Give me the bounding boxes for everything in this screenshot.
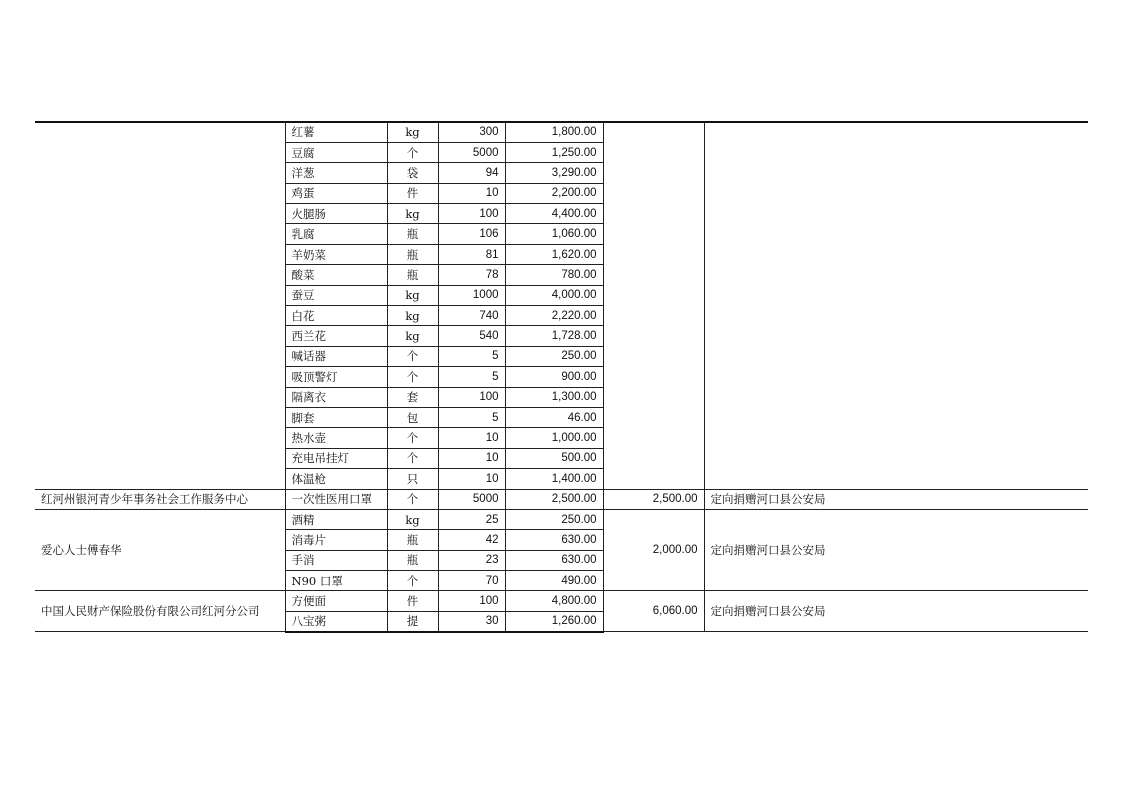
donor-cell: 红河州银河青少年事务社会工作服务中心 — [35, 489, 285, 509]
unit-cell: 个 — [387, 428, 438, 448]
quantity-cell: 10 — [438, 448, 505, 468]
item-name-cell: 洋葱 — [285, 163, 387, 183]
unit-cell: 件 — [387, 183, 438, 203]
quantity-cell: 78 — [438, 265, 505, 285]
quantity-cell: 5 — [438, 407, 505, 427]
quantity-cell: 81 — [438, 244, 505, 264]
quantity-cell: 106 — [438, 224, 505, 244]
unit-cell: 瓶 — [387, 530, 438, 550]
item-name-cell: 火腿肠 — [285, 204, 387, 224]
quantity-cell: 25 — [438, 509, 505, 529]
amount-cell: 2,220.00 — [505, 306, 603, 326]
unit-cell: kg — [387, 285, 438, 305]
unit-cell: 个 — [387, 571, 438, 591]
amount-cell: 4,400.00 — [505, 204, 603, 224]
group-total-cell: 2,500.00 — [603, 489, 704, 509]
item-name-cell: 西兰花 — [285, 326, 387, 346]
item-name-cell: 蚕豆 — [285, 285, 387, 305]
unit-cell: 个 — [387, 346, 438, 366]
item-name-cell: 脚套 — [285, 407, 387, 427]
unit-cell: kg — [387, 509, 438, 529]
amount-cell: 2,200.00 — [505, 183, 603, 203]
quantity-cell: 42 — [438, 530, 505, 550]
quantity-cell: 5000 — [438, 142, 505, 162]
unit-cell: 瓶 — [387, 244, 438, 264]
unit-cell: 瓶 — [387, 550, 438, 570]
item-name-cell: 隔离衣 — [285, 387, 387, 407]
unit-cell: 个 — [387, 489, 438, 509]
note-cell: 定向捐赠河口县公安局 — [704, 591, 1088, 632]
table-row — [35, 489, 1088, 509]
group-total-cell — [603, 122, 704, 489]
quantity-cell: 100 — [438, 387, 505, 407]
item-name-cell: 热水壶 — [285, 428, 387, 448]
amount-cell: 2,500.00 — [505, 489, 603, 509]
group-total-cell: 2,000.00 — [603, 509, 704, 591]
amount-cell: 1,250.00 — [505, 142, 603, 162]
unit-cell: kg — [387, 306, 438, 326]
quantity-cell: 30 — [438, 611, 505, 631]
amount-cell: 780.00 — [505, 265, 603, 285]
quantity-cell: 100 — [438, 204, 505, 224]
amount-cell: 250.00 — [505, 509, 603, 529]
table-row — [35, 509, 1088, 529]
donor-cell: 爱心人士傅春华 — [35, 509, 285, 591]
quantity-cell: 100 — [438, 591, 505, 611]
quantity-cell: 540 — [438, 326, 505, 346]
quantity-cell: 10 — [438, 469, 505, 489]
note-cell — [704, 122, 1088, 489]
amount-cell: 630.00 — [505, 530, 603, 550]
item-name-cell: 方便面 — [285, 591, 387, 611]
quantity-cell: 300 — [438, 122, 505, 142]
amount-cell: 250.00 — [505, 346, 603, 366]
quantity-cell: 23 — [438, 550, 505, 570]
quantity-cell: 10 — [438, 428, 505, 448]
quantity-cell: 740 — [438, 306, 505, 326]
item-name-cell: 体温枪 — [285, 469, 387, 489]
item-name-cell: 红薯 — [285, 122, 387, 142]
unit-cell: 提 — [387, 611, 438, 631]
amount-cell: 4,000.00 — [505, 285, 603, 305]
amount-cell: 490.00 — [505, 571, 603, 591]
item-name-cell: 充电吊挂灯 — [285, 448, 387, 468]
unit-cell: kg — [387, 122, 438, 142]
amount-cell: 1,620.00 — [505, 244, 603, 264]
unit-cell: 个 — [387, 448, 438, 468]
unit-cell: 套 — [387, 387, 438, 407]
item-name-cell: 羊奶菜 — [285, 244, 387, 264]
amount-cell: 3,290.00 — [505, 163, 603, 183]
amount-cell: 630.00 — [505, 550, 603, 570]
group-total-cell: 6,060.00 — [603, 591, 704, 632]
amount-cell: 46.00 — [505, 407, 603, 427]
note-cell: 定向捐赠河口县公安局 — [704, 509, 1088, 591]
quantity-cell: 1000 — [438, 285, 505, 305]
amount-cell: 1,800.00 — [505, 122, 603, 142]
amount-cell: 1,400.00 — [505, 469, 603, 489]
unit-cell: 包 — [387, 407, 438, 427]
item-name-cell: 鸡蛋 — [285, 183, 387, 203]
item-name-cell: N90 口罩 — [285, 571, 387, 591]
amount-cell: 500.00 — [505, 448, 603, 468]
item-name-cell: 酒精 — [285, 509, 387, 529]
unit-cell: kg — [387, 204, 438, 224]
item-name-cell: 消毒片 — [285, 530, 387, 550]
amount-cell: 1,000.00 — [505, 428, 603, 448]
amount-cell: 1,728.00 — [505, 326, 603, 346]
amount-cell: 1,060.00 — [505, 224, 603, 244]
item-name-cell: 八宝粥 — [285, 611, 387, 631]
unit-cell: 瓶 — [387, 265, 438, 285]
item-name-cell: 乳腐 — [285, 224, 387, 244]
unit-cell: 件 — [387, 591, 438, 611]
donation-table-body — [35, 122, 1088, 632]
quantity-cell: 94 — [438, 163, 505, 183]
item-name-cell: 一次性医用口罩 — [285, 489, 387, 509]
unit-cell: 只 — [387, 469, 438, 489]
item-name-cell: 手消 — [285, 550, 387, 570]
unit-cell: 个 — [387, 142, 438, 162]
amount-cell: 1,260.00 — [505, 611, 603, 631]
unit-cell: 个 — [387, 367, 438, 387]
quantity-cell: 5 — [438, 367, 505, 387]
table-row — [35, 591, 1088, 611]
item-name-cell: 白花 — [285, 306, 387, 326]
item-name-cell: 喊话器 — [285, 346, 387, 366]
quantity-cell: 5000 — [438, 489, 505, 509]
unit-cell: 袋 — [387, 163, 438, 183]
note-cell: 定向捐赠河口县公安局 — [704, 489, 1088, 509]
quantity-cell: 70 — [438, 571, 505, 591]
item-name-cell: 吸顶警灯 — [285, 367, 387, 387]
donor-cell: 中国人民财产保险股份有限公司红河分公司 — [35, 591, 285, 632]
quantity-cell: 10 — [438, 183, 505, 203]
quantity-cell: 5 — [438, 346, 505, 366]
donor-cell — [35, 122, 285, 489]
amount-cell: 4,800.00 — [505, 591, 603, 611]
amount-cell: 900.00 — [505, 367, 603, 387]
donation-table — [35, 121, 1088, 633]
table-row — [35, 122, 1088, 142]
item-name-cell: 酸菜 — [285, 265, 387, 285]
item-name-cell: 豆腐 — [285, 142, 387, 162]
unit-cell: kg — [387, 326, 438, 346]
unit-cell: 瓶 — [387, 224, 438, 244]
amount-cell: 1,300.00 — [505, 387, 603, 407]
